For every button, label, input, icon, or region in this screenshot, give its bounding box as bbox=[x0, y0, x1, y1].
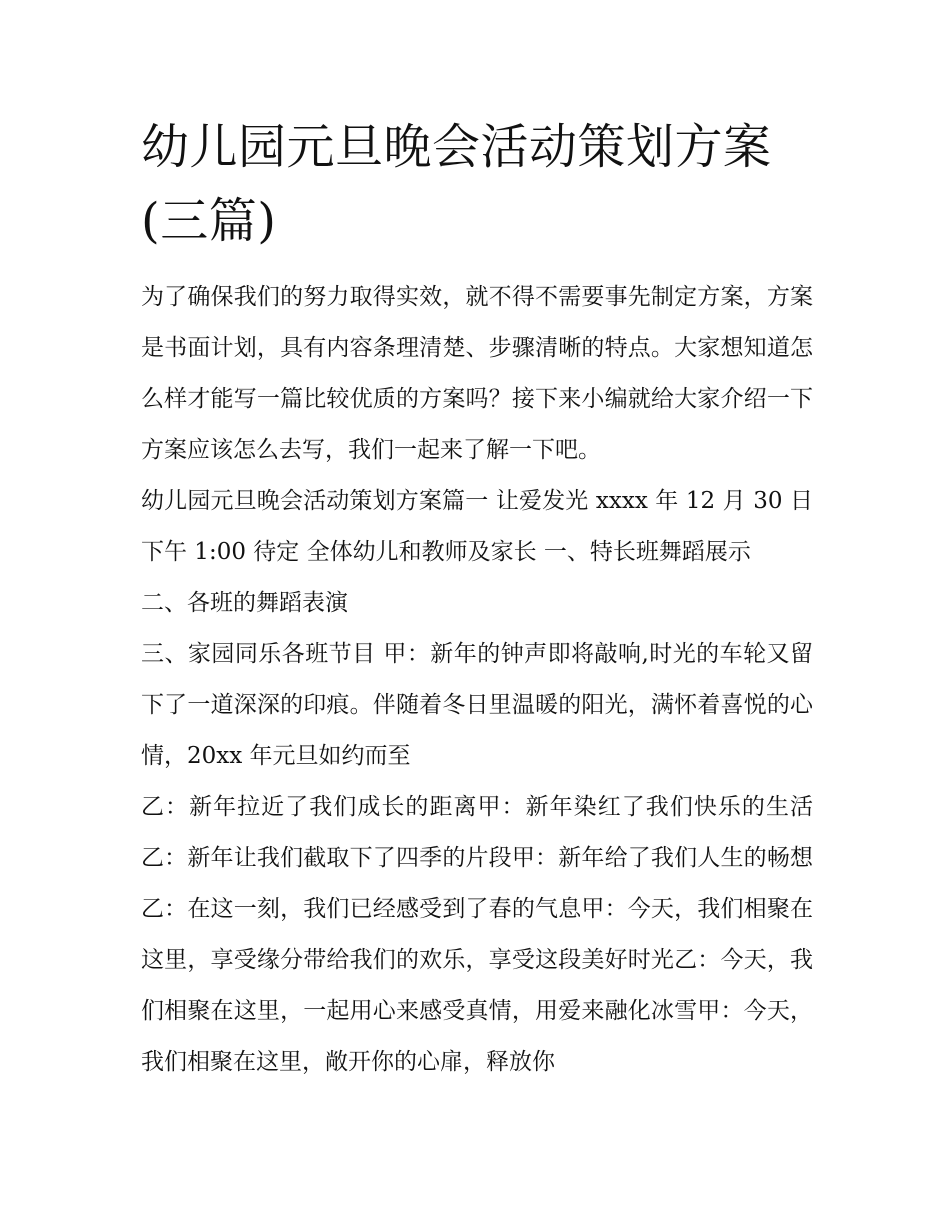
title-line-1: 幼儿园元旦晚会活动策划方案 bbox=[141, 119, 772, 175]
document-title bbox=[141, 110, 813, 258]
title-line-2: (三篇) bbox=[141, 193, 277, 249]
intro-paragraph: 为了确保我们的努力取得实效，就不得不需要事先制定方案，方案是书面计划，具有内容条理清楚、步骤清晰的特点。大家想知道怎么样才能写一篇比较优质的方案吗？接下来小编就给大家介绍一下方案应该怎么去写，我们一起来了解一下吧。 bbox=[141, 284, 813, 463]
document-body bbox=[141, 110, 813, 1088]
section-two-paragraph: 二、各班的舞蹈表演 bbox=[141, 590, 348, 616]
event-info-paragraph: 幼儿园元旦晚会活动策划方案篇一 让爱发光 xxxx 年 12 月 30 日下午 1:00 待定 全体幼儿和教师及家长 一、特长班舞蹈展示 bbox=[141, 488, 813, 565]
dialogue-paragraph: 乙：新年拉近了我们成长的距离甲：新年染红了我们快乐的生活乙：新年让我们截取下了四季的片段甲：新年给了我们人生的畅想乙：在这一刻，我们已经感受到了春的气息甲：今天，我们相聚在这里，享受缘分带给我们的欢乐，享受这段美好时光乙：今天，我们相聚在这里，一起用心来感受真情，用爱来融化冰雪甲：今天，我们相聚在这里，敞开你的心扉，释放你 bbox=[141, 794, 813, 1075]
section-three-paragraph: 三、家园同乐各班节目 甲：新年的钟声即将敲响,时光的车轮又留下了一道深深的印痕。伴随着冬日里温暖的阳光，满怀着喜悦的心情，20xx 年元旦如约而至 bbox=[141, 641, 813, 769]
